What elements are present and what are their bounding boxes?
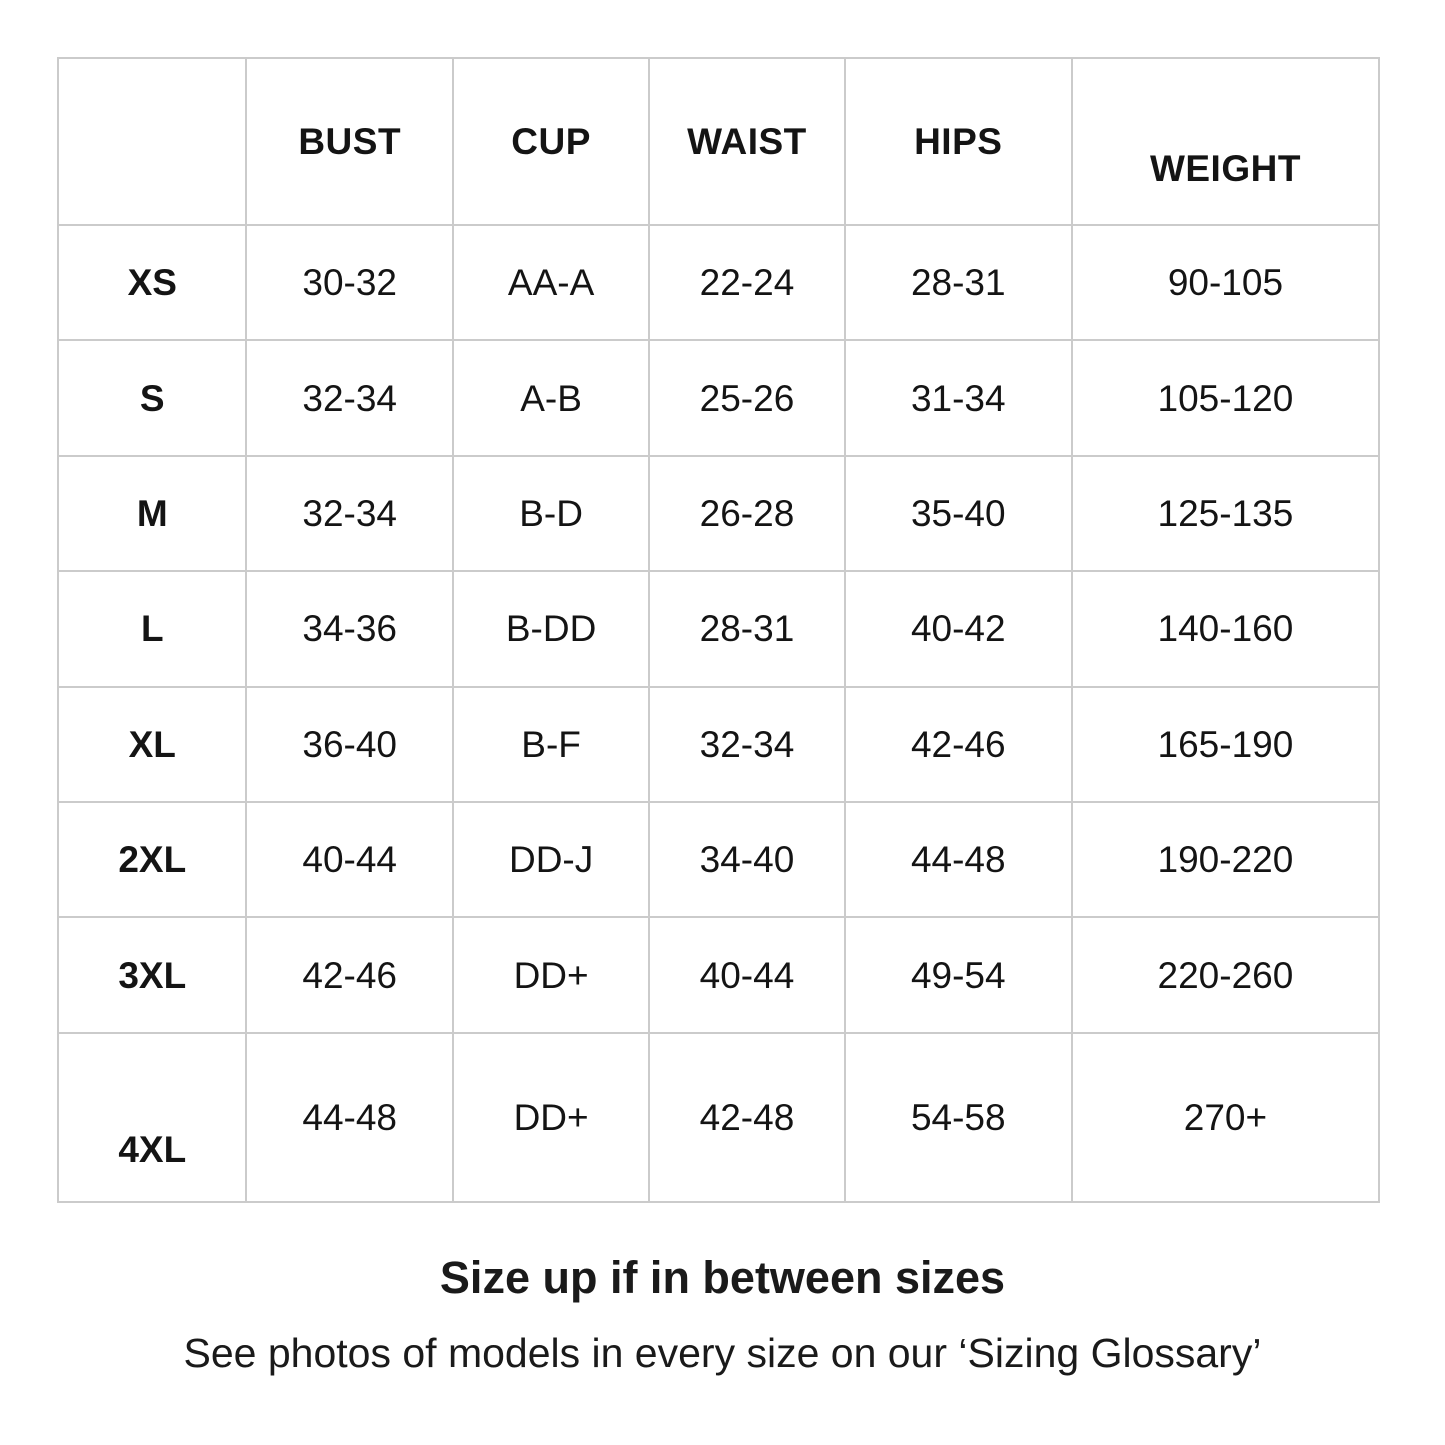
cell-xl-hips: 42-46	[846, 688, 1073, 803]
cell-l-waist: 28-31	[650, 572, 845, 687]
cell-s-cup: A-B	[454, 341, 650, 456]
column-header-hips: HIPS	[846, 59, 1073, 226]
cell-2xl-waist: 34-40	[650, 803, 845, 918]
cell-xl-weight: 165-190	[1073, 688, 1378, 803]
cell-m-waist: 26-28	[650, 457, 845, 572]
cell-3xl-cup: DD+	[454, 918, 650, 1033]
cell-xs-cup: AA-A	[454, 226, 650, 341]
cell-2xl-hips: 44-48	[846, 803, 1073, 918]
row-label-xs: XS	[59, 226, 247, 341]
row-label-l: L	[59, 572, 247, 687]
cell-4xl-waist: 42-48	[650, 1034, 845, 1201]
column-header-cup: CUP	[454, 59, 650, 226]
cell-s-bust: 32-34	[247, 341, 453, 456]
cell-3xl-bust: 42-46	[247, 918, 453, 1033]
cell-s-waist: 25-26	[650, 341, 845, 456]
cell-3xl-waist: 40-44	[650, 918, 845, 1033]
cell-l-hips: 40-42	[846, 572, 1073, 687]
cell-4xl-bust: 44-48	[247, 1034, 453, 1201]
column-header-weight: WEIGHT	[1073, 59, 1378, 226]
row-label-s: S	[59, 341, 247, 456]
cell-xl-waist: 32-34	[650, 688, 845, 803]
cell-l-bust: 34-36	[247, 572, 453, 687]
cell-3xl-weight: 220-260	[1073, 918, 1378, 1033]
column-header-blank	[59, 59, 247, 226]
column-header-bust: BUST	[247, 59, 453, 226]
cell-m-weight: 125-135	[1073, 457, 1378, 572]
cell-xs-waist: 22-24	[650, 226, 845, 341]
cell-xs-weight: 90-105	[1073, 226, 1378, 341]
column-header-waist: WAIST	[650, 59, 845, 226]
row-label-4xl: 4XL	[59, 1034, 247, 1201]
cell-2xl-weight: 190-220	[1073, 803, 1378, 918]
row-label-3xl: 3XL	[59, 918, 247, 1033]
cell-3xl-hips: 49-54	[846, 918, 1073, 1033]
cell-xl-bust: 36-40	[247, 688, 453, 803]
cell-4xl-cup: DD+	[454, 1034, 650, 1201]
cell-4xl-hips: 54-58	[846, 1034, 1073, 1201]
size-up-note: Size up if in between sizes	[439, 1252, 1006, 1303]
size-chart-table	[57, 57, 1380, 1203]
row-label-xl: XL	[59, 688, 247, 803]
row-label-2xl: 2XL	[59, 803, 247, 918]
sizing-glossary-note: See photos of models in every size on our ‘Sizing Glossary’	[183, 1330, 1262, 1376]
cell-l-cup: B-DD	[454, 572, 650, 687]
cell-2xl-cup: DD-J	[454, 803, 650, 918]
cell-4xl-weight: 270+	[1073, 1034, 1378, 1201]
cell-l-weight: 140-160	[1073, 572, 1378, 687]
cell-s-hips: 31-34	[846, 341, 1073, 456]
row-label-m: M	[59, 457, 247, 572]
cell-s-weight: 105-120	[1073, 341, 1378, 456]
cell-m-hips: 35-40	[846, 457, 1073, 572]
cell-m-bust: 32-34	[247, 457, 453, 572]
cell-xs-hips: 28-31	[846, 226, 1073, 341]
cell-m-cup: B-D	[454, 457, 650, 572]
cell-xl-cup: B-F	[454, 688, 650, 803]
cell-xs-bust: 30-32	[247, 226, 453, 341]
cell-2xl-bust: 40-44	[247, 803, 453, 918]
